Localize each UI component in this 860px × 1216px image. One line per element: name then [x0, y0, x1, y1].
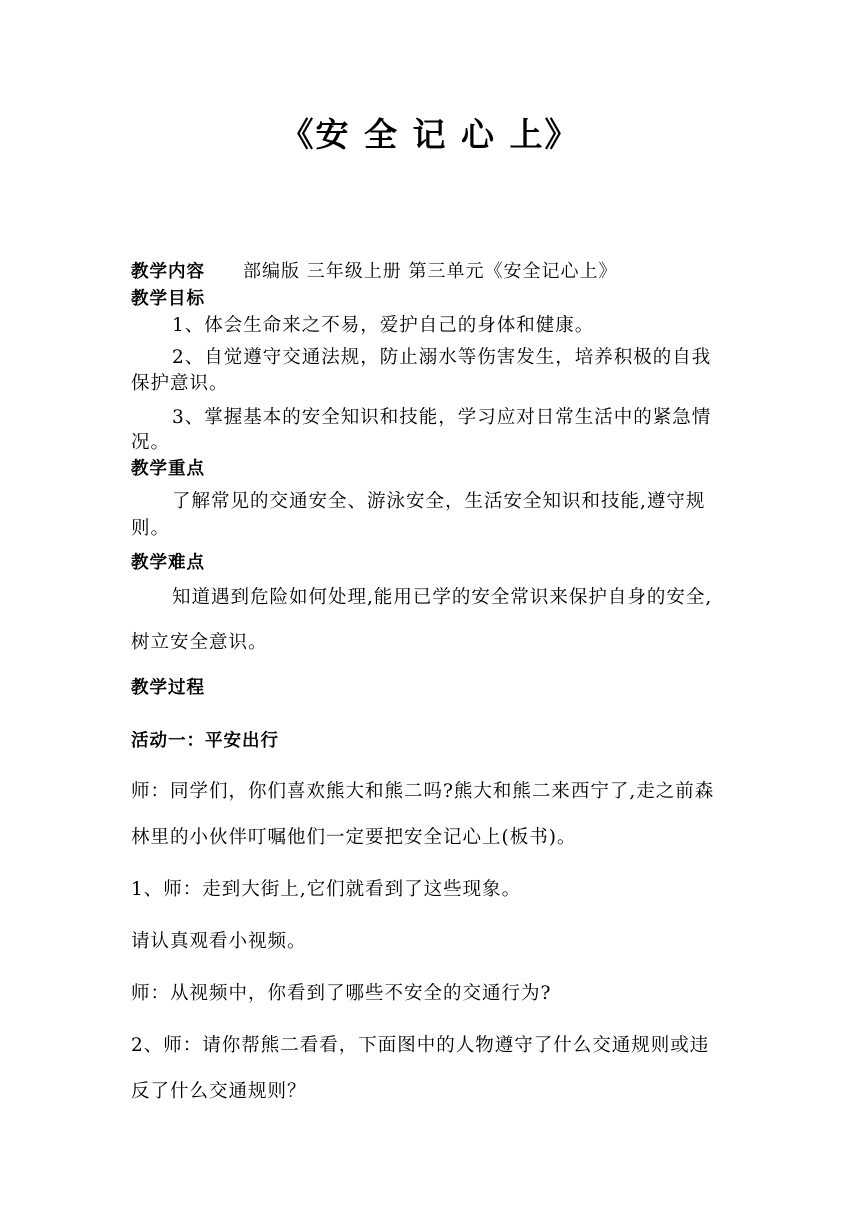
paragraph-1-line-1: 师：同学们，你们喜欢熊大和熊二吗?熊大和熊二来西宁了,走之前森 [131, 781, 715, 802]
key-points-label: 教学重点 [131, 459, 205, 479]
process-label: 教学过程 [131, 678, 205, 698]
content-value: 部编版 三年级上册 第三单元《安全记心上》 [243, 261, 618, 282]
lesson-title: 《安 全 记 心 上》 [280, 115, 580, 154]
key-points-line-2: 则。 [131, 518, 171, 539]
content-label: 教学内容 [131, 262, 205, 282]
paragraph-5-line-1: 2、师：请你帮熊二看看，下面图中的人物遵守了什么交通规则或违 [131, 1035, 710, 1056]
difficulties-line-1: 知道遇到危险如何处理,能用已学的安全常识来保护自身的安全, [172, 587, 713, 608]
objective-item-3-line-1: 3、掌握基本的安全知识和技能，学习应对日常生活中的紧急情 [172, 407, 712, 428]
paragraph-1-line-2: 林里的小伙伴叮嘱他们一定要把安全记心上(板书)。 [131, 827, 577, 848]
paragraph-4: 师：从视频中，你看到了哪些不安全的交通行为? [131, 983, 552, 1004]
difficulties-line-2: 树立安全意识。 [131, 632, 268, 653]
objective-item-3-line-2: 况。 [131, 432, 171, 453]
difficulties-label: 教学难点 [131, 553, 205, 573]
objective-item-2-line-1: 2、自觉遵守交通法规，防止溺水等伤害发生，培养积极的自我 [172, 347, 712, 368]
activity-1-title: 活动一：平安出行 [131, 731, 279, 751]
paragraph-5-line-2: 反了什么交通规则？ [131, 1081, 307, 1102]
paragraph-3: 请认真观看小视频。 [131, 931, 307, 952]
objective-item-2-line-2: 保护意识。 [131, 373, 229, 394]
objective-item-1: 1、体会生命来之不易，爱护自己的身体和健康。 [172, 315, 595, 336]
paragraph-2: 1、师：走到大街上,它们就看到了这些现象。 [131, 879, 522, 900]
key-points-line-1: 了解常见的交通安全、游泳安全，生活安全知识和技能,遵守规 [172, 491, 706, 512]
objectives-label: 教学目标 [131, 289, 205, 309]
